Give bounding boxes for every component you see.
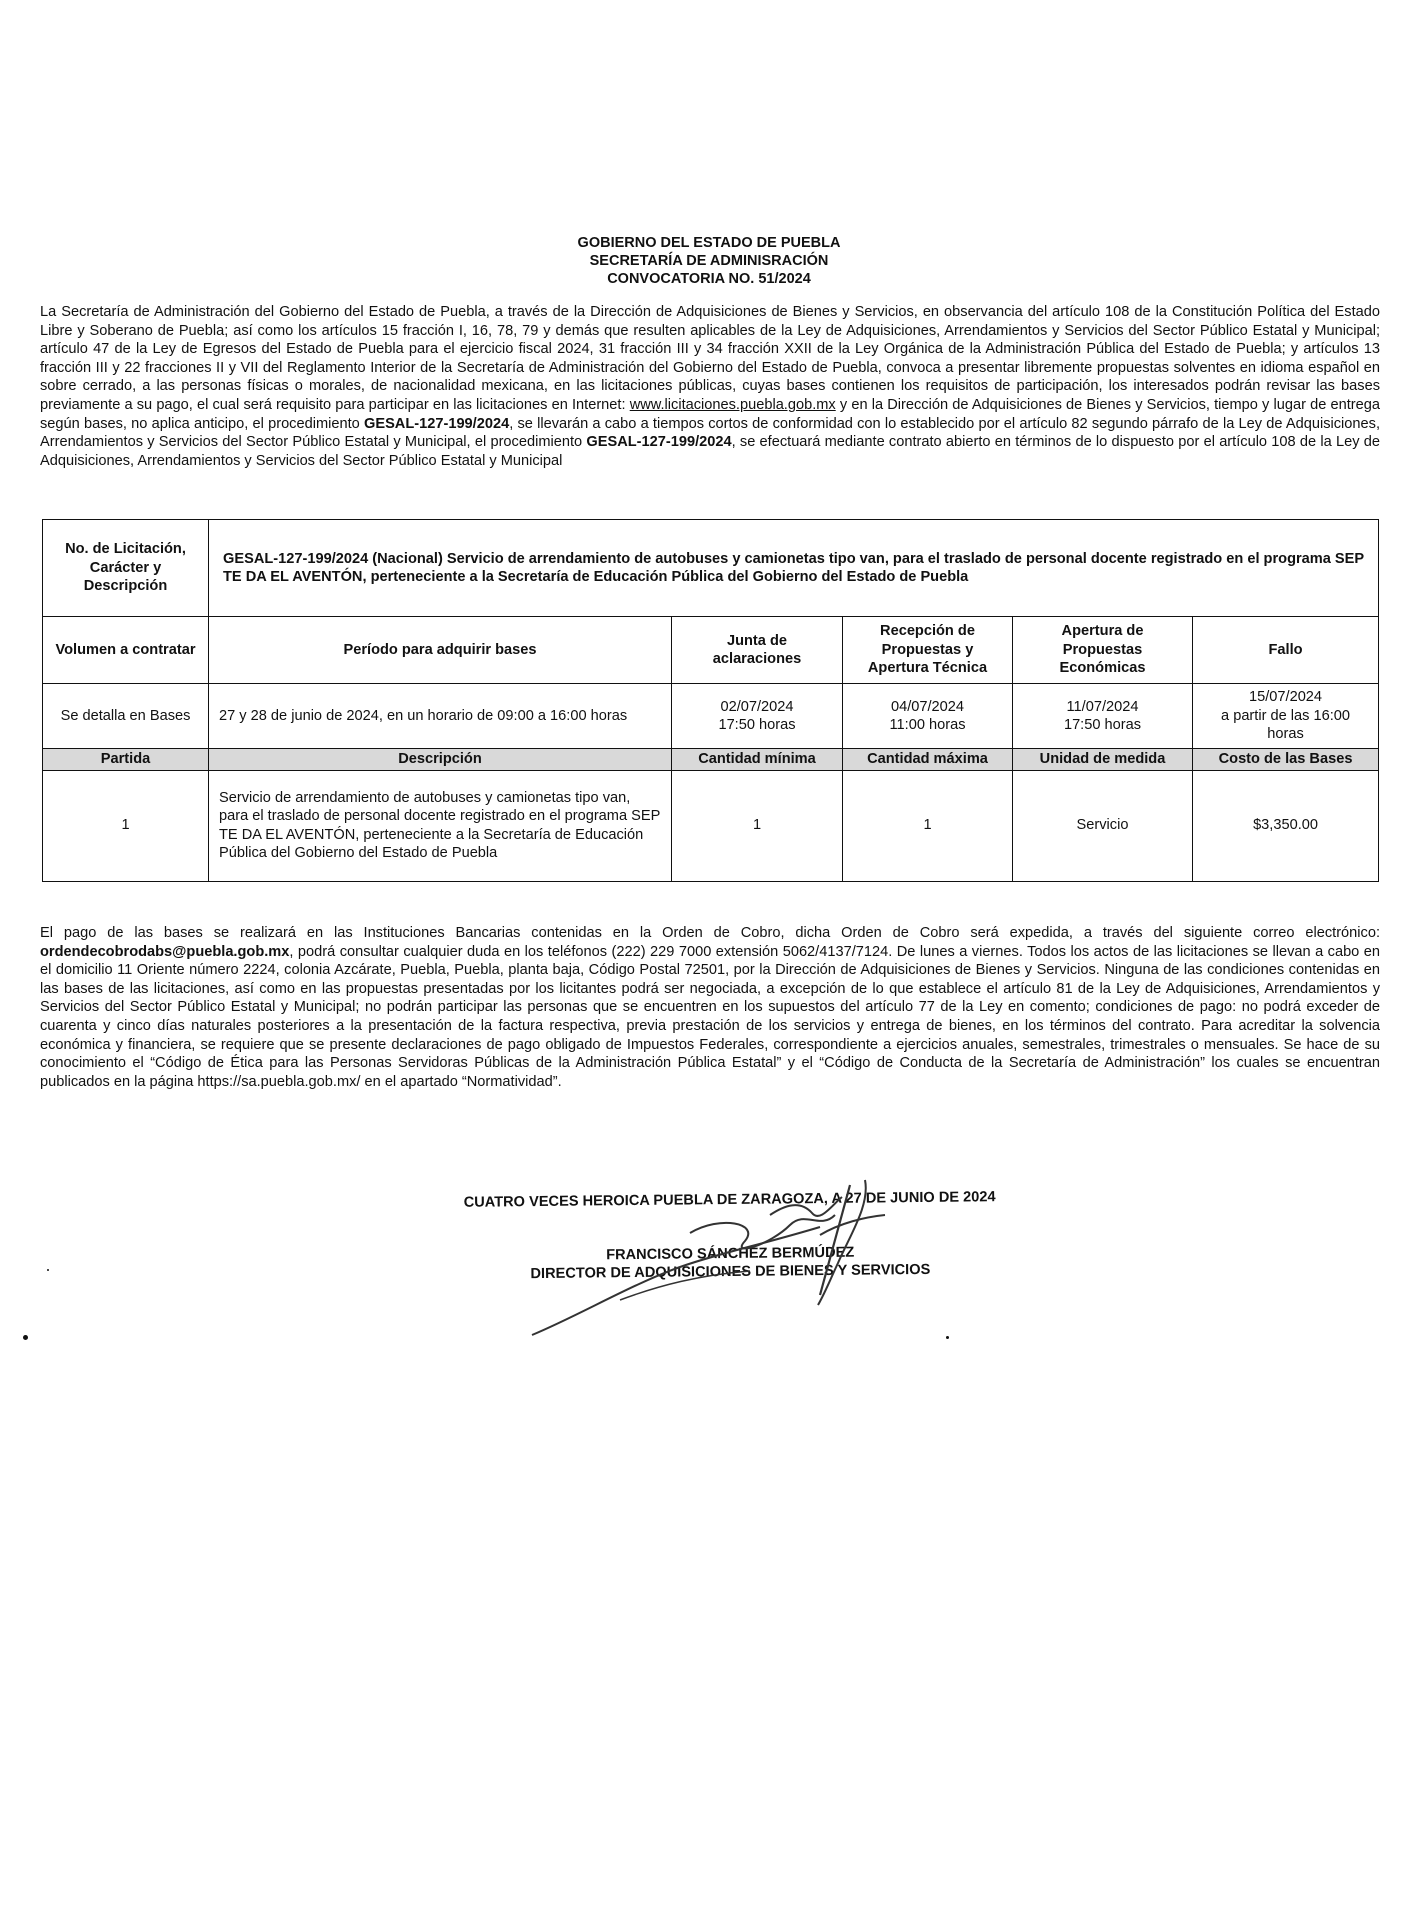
- handwritten-signature: [520, 1175, 920, 1345]
- fallo-date: 15/07/2024: [1249, 689, 1323, 706]
- payment-paragraph: [40, 924, 1380, 1091]
- table-row: [43, 770, 1379, 881]
- recepcion-time: 11:00 horas: [889, 717, 966, 733]
- cell-costo: $3,350.00: [1193, 770, 1379, 881]
- licitacion-table: [42, 519, 1379, 882]
- document-header: [0, 234, 1418, 288]
- col-header-cant-min: Cantidad mínima: [672, 749, 843, 771]
- table-row: [43, 617, 1379, 684]
- col-header-volumen: Volumen a contratar: [43, 617, 209, 684]
- table-row: [43, 749, 1379, 771]
- licitacion-title-cell: GESAL-127-199/2024 (Nacional) Servicio de arrendamiento de autobuses y camionetas tipo van, para el traslado de personal docente registrado en el programa SEP TE DA EL AVENTÓN, perteneciente a la Secretaría de Educación Pública del Gobierno del Estado de Puebla: [209, 520, 1379, 617]
- cell-partida: 1: [43, 770, 209, 881]
- apertura-time: 17:50 horas: [1063, 717, 1142, 733]
- col-header-apertura: Apertura de Propuestas Económicas: [1013, 617, 1193, 684]
- email-address: ordendecobrodabs@puebla.gob.mx: [40, 943, 290, 960]
- signer-name: FRANCISCO SÁNCHEZ BERMÚDEZ: [606, 1244, 855, 1264]
- col-header-cant-max: Cantidad máxima: [843, 749, 1013, 771]
- intro-text-3: , se llevarán a cabo a tiempos cortos de conformidad con lo establecido por el artículo 82 segundo párrafo de la Ley de Adquisiciones, Arrendamientos y Servicios del Sector Público Estatal y Municipal, el procedimiento: [40, 415, 1380, 451]
- cell-unidad: Servicio: [1013, 770, 1193, 881]
- table-row: [43, 684, 1379, 749]
- cell-junta: [672, 684, 843, 749]
- payment-text-1: El pago de las bases se realizará en las Instituciones Bancarias contenidas en la Orden de Cobro, dicha Orden de Cobro será expedida, a través del siguiente correo electrónico:: [40, 925, 1380, 941]
- intro-text-1: La Secretaría de Administración del Gobierno del Estado de Puebla, a través de la Dirección de Adquisiciones de Bienes y Servicios, en observancia del artículo 108 de la Constitución Política del Estado Libre y Soberano de Puebla; así como los artículos 15 fracción I, 16, 78, 79 y demás que resulten aplicables de la Ley de Adquisiciones, Arrendamientos y Servicios del Sector Público Estatal y Municipal; artículo 47 de la Ley de Egresos del Estado de Puebla para el ejercicio fiscal 2024, 31 fracción III y 34 fracción XXII de la Ley Orgánica de la Administración Pública del Estado de Puebla; y artículos 13 fracción III y 22 fracciones II y VII del Reglamento Interior de la Secretaría de Administración del Gobierno del Estado de Puebla, convoca a presentar libremente propuestas solventes en idioma español en sobre cerrado, a las personas físicas o morales, de nacionalidad mexicana, en las licitaciones públicas, cuyas bases contienen los requisitos de participación, los interesados podrán revisar las bases previamente a su pago, el cual será requisito para participar en las licitaciones en Internet:: [40, 304, 1380, 413]
- col-header-costo: Costo de las Bases: [1193, 749, 1379, 771]
- licitacion-header-cell: No. de Licitación, Carácter y Descripción: [43, 520, 209, 617]
- scan-speck: [23, 1335, 28, 1340]
- scan-speck: [47, 1269, 49, 1271]
- licitaciones-link[interactable]: www.licitaciones.puebla.gob.mx: [629, 396, 836, 413]
- intro-text-2: y en la Dirección de Adquisiciones de Bienes y Servicios, tiempo y lugar de entrega según bases, no aplica anticipo, el procedimiento: [40, 396, 1380, 432]
- col-header-fallo: Fallo: [1193, 617, 1379, 684]
- header-government: GOBIERNO DEL ESTADO DE PUEBLA: [577, 235, 841, 251]
- cell-volumen: Se detalla en Bases: [43, 684, 209, 749]
- cell-descripcion: Servicio de arrendamiento de autobuses y camionetas tipo van, para el traslado de personal docente registrado en el programa SEP TE DA EL AVENTÓN, perteneciente a la Secretaría de Educación Pública del Gobierno del Estado de Puebla: [209, 770, 672, 881]
- cell-recepcion: [843, 684, 1013, 749]
- cell-fallo: [1193, 684, 1379, 749]
- cell-periodo: 27 y 28 de junio de 2024, en un horario de 09:00 a 16:00 horas: [209, 684, 672, 749]
- header-secretariat: SECRETARÍA DE ADMINISRACIÓN: [589, 253, 829, 269]
- scan-speck: [946, 1336, 949, 1339]
- col-header-descripcion: Descripción: [209, 749, 672, 771]
- junta-date: 02/07/2024: [720, 698, 794, 715]
- intro-text-4: , se efectuará mediante contrato abierto en términos de lo dispuesto por el artículo 108 de la Ley de Adquisiciones, Arrendamientos y Servicios del Sector Público Estatal y Municipal: [40, 434, 1380, 469]
- signer-position: DIRECTOR DE ADQUISICIONES DE BIENES Y SERVICIOS: [530, 1261, 931, 1283]
- intro-paragraph: [40, 303, 1380, 470]
- cell-cant-min: 1: [672, 770, 843, 881]
- apertura-date: 11/07/2024: [1066, 698, 1139, 715]
- payment-text-2: , podrá consultar cualquier duda en los teléfonos (222) 229 7000 extensión 5062/4137/7124. De lunes a viernes. Todos los actos de las licitaciones se llevan a cabo en el domicilio 11 Oriente número 2224, colonia Azcárate, Puebla, Puebla, planta baja, Código Postal 72501, por la Dirección de Adquisiciones de Bienes y Servicios. Ninguna de las condiciones contenidas en las bases de las licitaciones, así como en las propuestas presentadas por los licitantes podrá ser negociada, a excepción de lo que establece el artículo 81 de la Ley de Adquisiciones, Arrendamientos y Servicios del Sector Público Estatal y Municipal; no podrán participar las personas que se encuentren en los supuestos del artículo 77 de la Ley en comento; condiciones de pago: no podrá exceder de cuarenta y cinco días naturales posteriores a la presentación de la factura respectiva, previa prestación de los servicios y entrega de bienes, en los términos del contrato. Para acreditar la solvencia económica y financiera, se requiere que se presente declaraciones de pago obligado de Impuestos Federales, correspondiente a ejercicios anuales, semestrales, trimestrales o mensuales. Se hace de su conocimiento el “Código de Ética para las Personas Servidoras Públicas de la Administración Pública Estatal” y el “Código de Conducta de la Secretaría de Administración” los cuales se encuentran publicados en la página https://sa.puebla.gob.mx/ en el apartado “Normatividad”.: [40, 943, 1380, 1090]
- col-header-junta: Junta de aclaraciones: [672, 617, 843, 684]
- col-header-periodo: Período para adquirir bases: [209, 617, 672, 684]
- cell-cant-max: 1: [843, 770, 1013, 881]
- col-header-partida: Partida: [43, 749, 209, 771]
- header-convocatoria: CONVOCATORIA NO. 51/2024: [607, 271, 811, 287]
- col-header-recepcion: Recepción de Propuestas y Apertura Técnica: [843, 617, 1013, 684]
- procedure-code: GESAL-127-199/2024: [363, 415, 510, 432]
- table-row: [43, 520, 1379, 617]
- procedure-code: GESAL-127-199/2024: [586, 434, 732, 451]
- place-date: CUATRO VECES HEROICA PUEBLA DE ZARAGOZA, A 27 DE JUNIO DE 2024: [463, 1189, 996, 1211]
- col-header-unidad: Unidad de medida: [1013, 749, 1193, 771]
- fallo-time: a partir de las 16:00 horas: [1221, 707, 1351, 743]
- junta-time: 17:50 horas: [718, 717, 796, 733]
- cell-apertura: [1013, 684, 1193, 749]
- recepcion-date: 04/07/2024: [890, 698, 965, 715]
